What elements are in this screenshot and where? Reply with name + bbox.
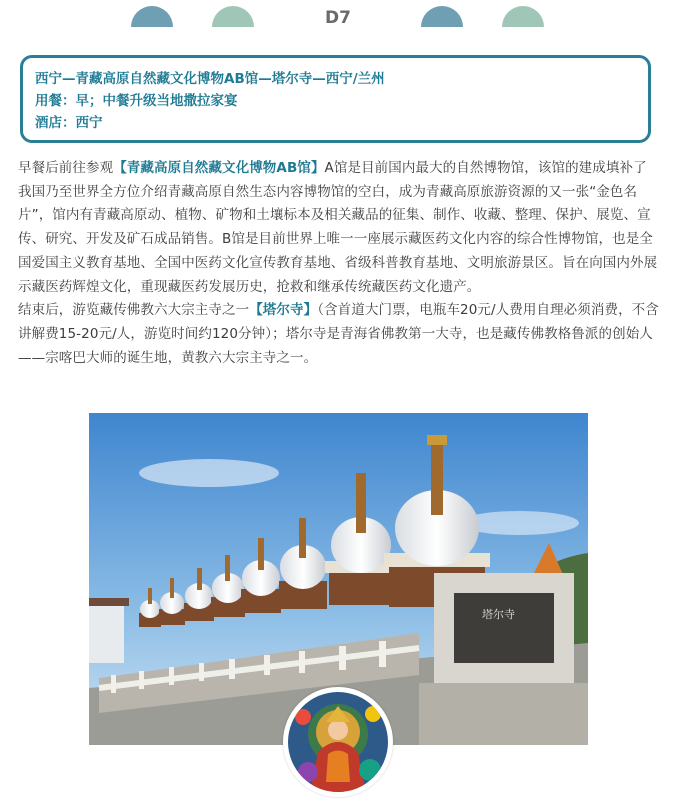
paragraph-intro: 早餐后前往参观 — [18, 160, 114, 176]
thangka-illustration — [288, 692, 388, 792]
paragraph-intro: 结束后，游览藏传佛教六大宗主寺之一 — [18, 302, 250, 319]
route-line: 西宁—青藏高原自然藏文化博物AB馆—塔尔寺—西宁/兰州 — [35, 71, 385, 87]
stele-text: 塔尔寺 — [482, 608, 515, 621]
paragraph-temple — [18, 299, 660, 370]
decorative-circle — [502, 6, 544, 27]
hotel-line: 酒店：西宁 — [35, 115, 103, 131]
museum-highlight: 【青藏高原自然藏文化博物AB馆】 — [113, 160, 325, 176]
itinerary-info-box — [20, 55, 651, 143]
decorative-circle — [212, 6, 254, 27]
thangka-avatar — [283, 687, 393, 797]
paragraph-text: （含首道大门票，电瓶车20元/人费用自理必须消费，不含讲解费15-20元/人，游览时间约120分钟）；塔尔寺是青海省佛教第一大寺，也是藏传佛教格鲁派的创始人——宗喀巴大师的诞生地，黄教六大宗主寺之一。 — [18, 302, 659, 366]
day-header — [0, 0, 676, 40]
itinerary-description — [18, 157, 660, 370]
paragraph-text: A馆是目前国内最大的自然博物馆，该馆的建成填补了我国乃至世界全方位介绍青藏高原自然生态内容博物馆的空白，成为青藏高原旅游资源的又一张“金色名片”，馆内有青藏高原动、植物、矿物和土壤标本及相关藏品的征集、制作、收藏、整理、保护、展览、宣传、研究、开发及矿石成品销售。B馆是目前世界上唯一一座展示藏医药文化内容的综合性博物馆，也是全国爱国主义教育基地、全国中医药文化宣传教育基地、省级科普教育基地、文明旅游景区。旨在向国内外展示藏医药辉煌文化，重现藏医药发展历史，抢救和继承传统藏医药文化遗产。 — [18, 160, 658, 295]
decorative-circle — [421, 6, 463, 27]
thangka-image — [288, 692, 388, 792]
decorative-circle — [131, 6, 173, 27]
paragraph-museum — [18, 157, 660, 299]
day-label: D7 — [325, 8, 351, 28]
temple-highlight: 【塔尔寺】 — [249, 302, 318, 319]
meals-line: 用餐：早；中餐升级当地撒拉家宴 — [35, 93, 238, 109]
